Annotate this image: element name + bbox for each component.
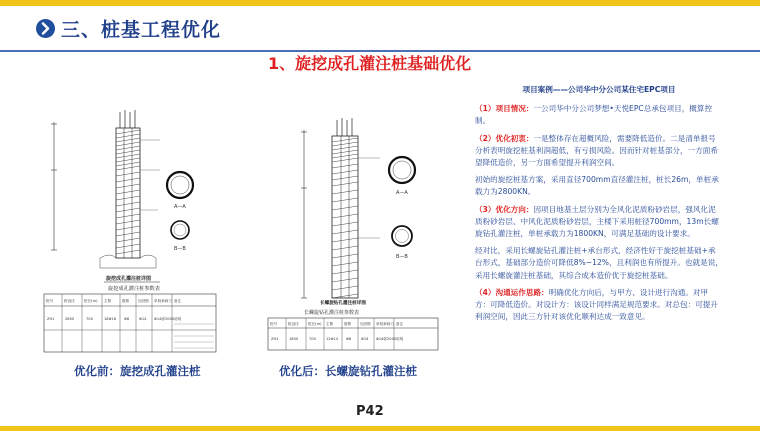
main-title: 1、旋挖成孔灌注桩基础优化 — [268, 54, 472, 73]
page-number: P42 — [356, 404, 384, 419]
paragraph-initial-plan: 初始的旋挖桩基方案，采用直径700mm直径灌注桩，桩长26m，单桩承载力为2800KN。 — [475, 175, 719, 197]
th-before-1: 桩直径 — [64, 299, 75, 303]
td-after-5: Φ14 — [361, 337, 369, 341]
th-before-6: 单桩承载力 — [154, 299, 172, 303]
table-title-after: 长螺旋钻孔灌注桩参数表 — [304, 310, 360, 316]
project-title: 项目案例——公司华中分公司某住宅EPC项目 — [522, 85, 676, 94]
paragraph-project-status — [475, 103, 723, 127]
td-after-0: ZH1 — [271, 337, 279, 341]
label-bb-before: B—B — [174, 246, 186, 252]
th-after-4: 箍筋 — [344, 322, 352, 326]
td-after-6: Φ14@2000 — [376, 337, 397, 341]
text-motivation: 一是整体存在超概风险，需要降低造价。二是清单报号分析表明旋挖桩基利润超低，有亏损风险。因而针对桩基部分，一方面希望降低造价，另一方面希望提升利润空间。 — [475, 133, 718, 168]
th-after-5: 加劲筋 — [360, 322, 371, 326]
th-before-4: 箍筋 — [122, 299, 130, 303]
paragraph-comparison: 经对比，采用长螺旋钻孔灌注桩+承台形式，经济性好于旋挖桩基础+承台形式，基础部分造价可降低8%~12%，且利润也有所提升。也就是说，采用长螺旋灌注桩基础，其综合成本造价优于旋挖桩基础。 — [475, 246, 723, 280]
th-after-1: 桩直径 — [288, 322, 299, 326]
bottom-accent-bar — [0, 426, 760, 431]
slide-header — [0, 6, 760, 46]
td-before-3: 18Φ16 — [104, 317, 116, 321]
th-before-5: 加劲筋 — [138, 299, 149, 303]
td-before-5: Φ14 — [139, 317, 147, 321]
th-before-3: 主筋 — [104, 299, 112, 303]
subtitle-before: 旋挖成孔灌注桩详图 — [106, 276, 152, 282]
th-before-7: 备注 — [174, 299, 182, 303]
td-after-3: 12Φ14 — [326, 337, 338, 341]
table-title-before: 旋挖成孔灌注桩参数表 — [108, 286, 160, 292]
caption-before: 优化前：旋挖成孔灌注桩 — [74, 364, 201, 378]
text-project-status: 一公司华中分公司梦想•天悦EPC总承包项目，概算控制。 — [475, 104, 713, 126]
td-after-1: 1800 — [289, 337, 299, 341]
subtitle-after: 长螺旋钻孔灌注桩详图 — [320, 301, 366, 306]
td-before-6: Φ14@2000 — [154, 317, 175, 321]
section-title: 三、桩基工程优化 — [61, 19, 222, 41]
chevron-right-icon — [36, 19, 55, 38]
td-before-2: 700 — [86, 317, 93, 321]
td-after-7: 说明 — [396, 337, 404, 341]
td-before-7: 说明 — [174, 317, 182, 321]
td-before-1: 2800 — [65, 317, 75, 321]
th-after-2: 桩长(m) — [308, 322, 322, 326]
th-after-7: 备注 — [396, 322, 404, 326]
td-after-4: Φ8 — [346, 337, 352, 341]
td-before-4: Φ8 — [124, 317, 130, 321]
text-communication: 明确优化方向后，与甲方、设计进行沟通。对甲方：可降低造价。对设计方：该设计同样满足规范要求。对总包：可提升利润空间，因此三方针对该优化顺利达成一致意见。 — [475, 287, 718, 322]
th-after-0: 桩号 — [270, 322, 278, 326]
label-motivation: （2）优化初衷： — [475, 133, 534, 143]
label-communication: （4）沟通运作思路： — [475, 287, 549, 297]
label-bb-after: B—B — [396, 254, 408, 260]
th-after-3: 主筋 — [326, 322, 334, 326]
label-project-status: （1）项目情况： — [475, 104, 534, 114]
label-aa-before: A—A — [174, 204, 186, 210]
drawing-before — [40, 110, 245, 355]
th-before-2: 桩长(m) — [84, 299, 98, 303]
td-after-2: 700 — [309, 337, 316, 341]
text-direction: 因项目地基土层分别为全风化泥质粉砂岩层，强风化泥质粉砂岩层、中风化泥质粉砂岩层，主楼下采用桩径700mm，13m长螺旋钻孔灌注桩，单桩承载力为1800KN，可满足基础的设计要求。 — [475, 204, 719, 239]
case-description — [475, 84, 723, 328]
paragraph-motivation — [475, 133, 723, 170]
label-direction: （3）优化方向： — [475, 204, 534, 214]
td-before-0: ZH1 — [47, 317, 55, 321]
th-before-0: 桩号 — [46, 299, 54, 303]
drawing-after — [262, 118, 447, 353]
paragraph-communication — [475, 287, 723, 324]
th-after-6: 单桩承载力 — [376, 322, 394, 326]
caption-after: 优化后：长螺旋钻孔灌注桩 — [279, 364, 417, 378]
paragraph-direction — [475, 204, 723, 241]
label-aa-after: A—A — [396, 190, 408, 196]
